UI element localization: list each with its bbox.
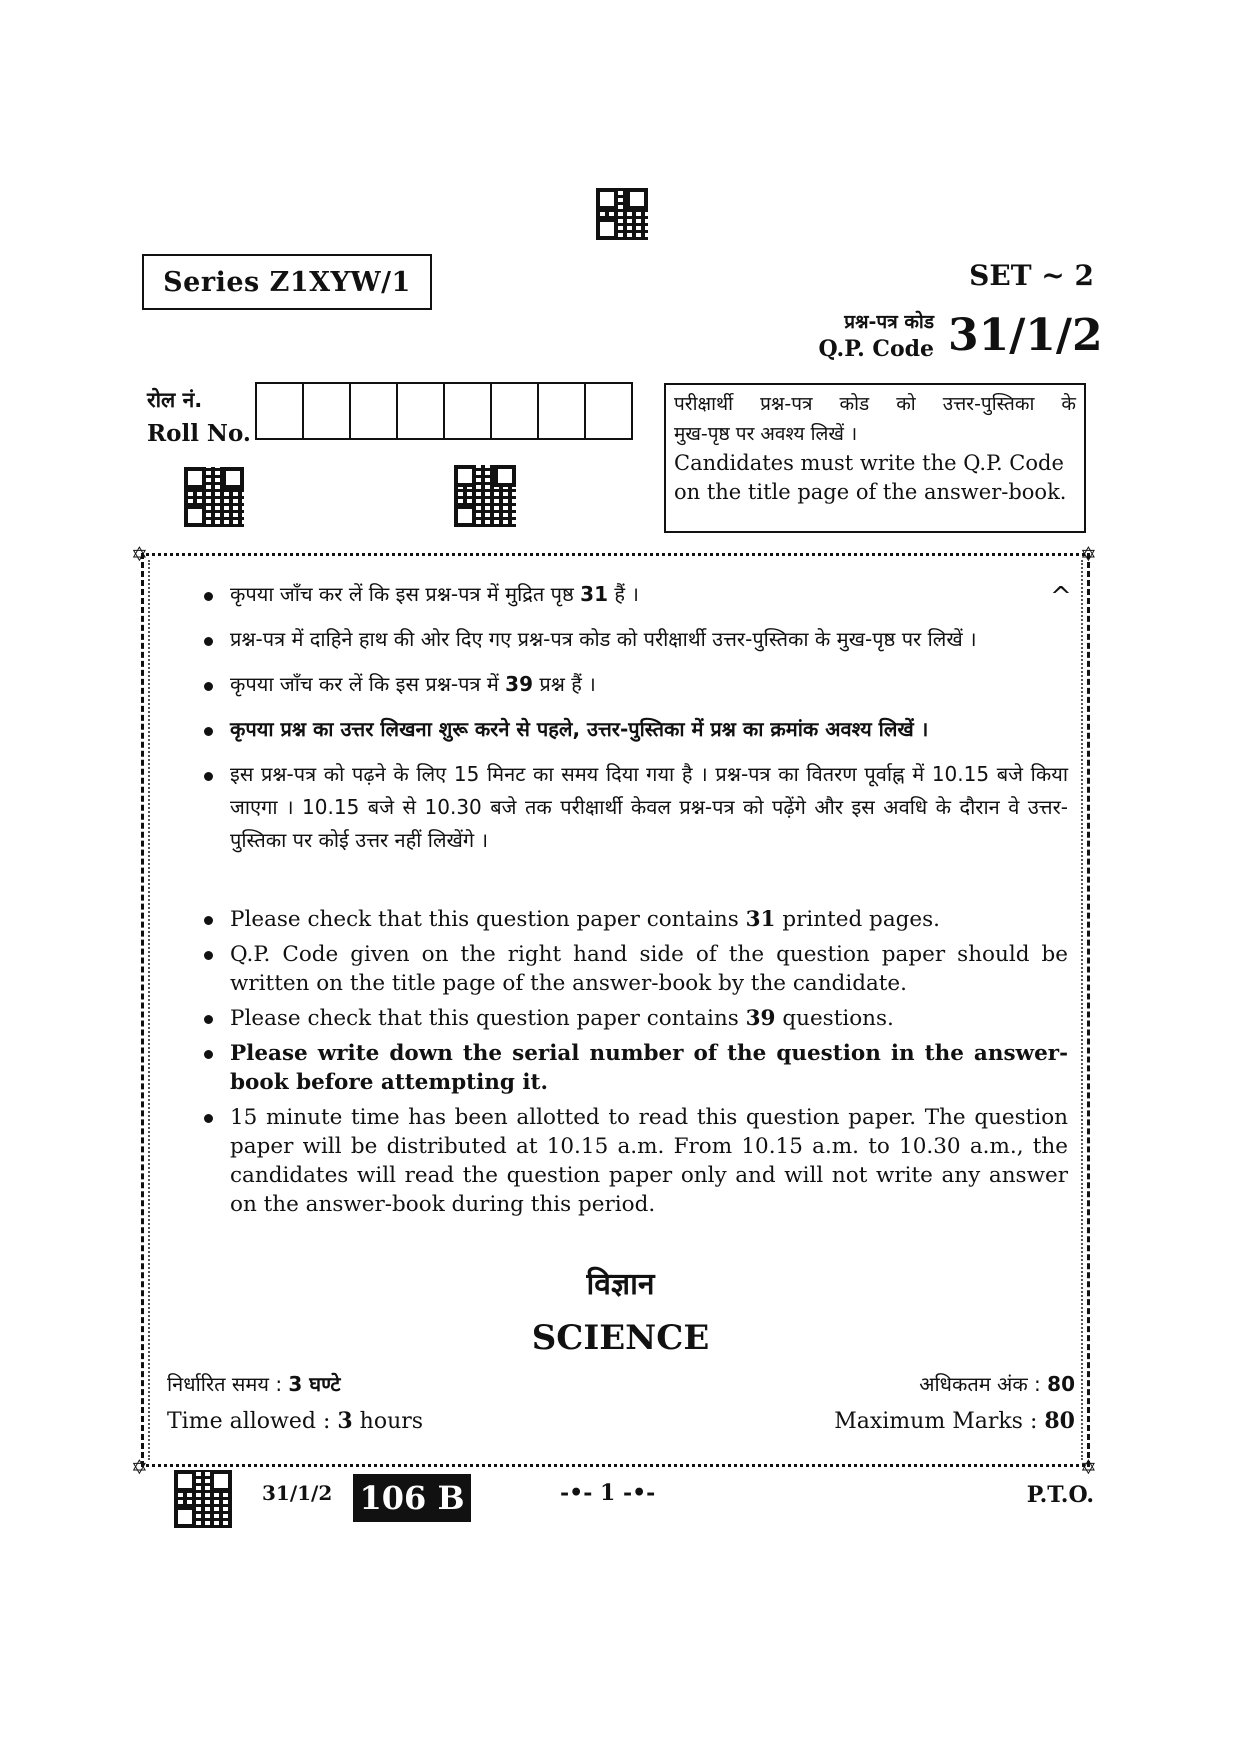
qr-code-top [596, 188, 648, 240]
footer-badge: 106 B [353, 1474, 471, 1522]
instruction-item: कृपया जाँच कर लें कि इस प्रश्न-पत्र में मुद्रित पृष्ठ 31 हैं । [162, 578, 1068, 611]
star-ornament-icon: ✡ [1080, 1455, 1097, 1479]
pto-label: P.T.O. [1026, 1482, 1094, 1508]
roll-box[interactable] [539, 384, 586, 438]
barcode-footer [174, 1470, 232, 1528]
qp-code-note [664, 383, 1086, 533]
roll-box[interactable] [304, 384, 351, 438]
time-allowed-english: Time allowed : 3 hours [167, 1408, 424, 1434]
max-marks-hindi: अधिकतम अंक : 80 [919, 1372, 1075, 1396]
caret-mark: ^ [1050, 582, 1072, 612]
instruction-item: Please check that this question paper contains 39 questions. [162, 1004, 1068, 1033]
roll-box[interactable] [492, 384, 539, 438]
instruction-item: Please write down the serial number of the question in the answer-book before attempting it. [162, 1039, 1068, 1097]
subject-title-hindi: विज्ञान [586, 1267, 655, 1302]
roll-label-en: Roll No. [147, 420, 251, 447]
roll-label-hi: रोल नं. [147, 388, 203, 412]
instruction-item: Q.P. Code given on the right hand side of the question paper should be written on the title page of the answer-book by the candidate. [162, 940, 1068, 998]
max-marks-english: Maximum Marks : 80 [834, 1408, 1075, 1434]
instruction-item: प्रश्न-पत्र में दाहिने हाथ की ओर दिए गए प्रश्न-पत्र कोड को परीक्षार्थी उत्तर-पुस्तिका के मुख-पृष्ठ पर लिखें । [162, 623, 1068, 656]
instruction-item: इस प्रश्न-पत्र को पढ़ने के लिए 15 मिनट का समय दिया गया है । प्रश्न-पत्र का वितरण पूर्वाह्न में 10.15 बजे किया जाएगा । 10.15 बजे से 10.30 बजे तक परीक्षार्थी केवल प्रश्न-पत्र को पढ़ेंगे और इस अवधि के दौरान वे उत्तर-पुस्तिका पर कोई उत्तर नहीं लिखेंगे । [162, 758, 1068, 857]
star-ornament-icon: ✡ [1080, 542, 1097, 566]
qp-note-en: Candidates must write the Q.P. Code on the title page of the answer-book. [674, 451, 1067, 504]
roll-number-boxes[interactable] [255, 382, 633, 440]
qp-note-hi-line2: मुख-पृष्ठ पर अवश्य लिखें । [674, 423, 858, 445]
instructions-english [162, 905, 1068, 1225]
roll-box[interactable] [445, 384, 492, 438]
qp-code-labels [792, 308, 934, 362]
star-ornament-icon: ✡ [131, 1455, 148, 1479]
time-allowed-hindi: निर्धारित समय : 3 घण्टे [167, 1372, 341, 1396]
instruction-item: 15 minute time has been allotted to read this question paper. The question paper will be distributed at 10.15 a.m. From 10.15 a.m. to 10.30 a.m., the candidates will read the question paper only and will not write any answer on the answer-book during this period. [162, 1103, 1068, 1219]
roll-label [147, 386, 251, 447]
qr-code-middle [454, 465, 516, 527]
qp-code-label-hi: प्रश्न-पत्र कोड [844, 311, 934, 333]
star-ornament-icon: ✡ [131, 542, 148, 566]
roll-box[interactable] [351, 384, 398, 438]
qp-code-label-en: Q.P. Code [818, 336, 934, 362]
roll-box[interactable] [257, 384, 304, 438]
subject-title-english: SCIENCE [531, 1318, 710, 1358]
footer-qp-code: 31/1/2 [262, 1481, 333, 1505]
roll-box[interactable] [398, 384, 445, 438]
page-number: -•- 1 -•- [560, 1480, 656, 1506]
set-label: SET ~ 2 [969, 259, 1094, 292]
instruction-item: कृपया जाँच कर लें कि इस प्रश्न-पत्र में 39 प्रश्न हैं । [162, 668, 1068, 701]
roll-box[interactable] [586, 384, 631, 438]
instruction-item: कृपया प्रश्न का उत्तर लिखना शुरू करने से पहले, उत्तर-पुस्तिका में प्रश्न का क्रमांक अवश्य लिखें । [162, 713, 1068, 746]
instructions-hindi [162, 578, 1068, 869]
qp-note-hi-line1: परीक्षार्थी प्रश्न-पत्र कोड को उत्तर-पुस्तिका के [674, 393, 1076, 415]
qr-code-left [184, 467, 244, 527]
qp-code-value: 31/1/2 [948, 310, 1103, 361]
series-label: Series Z1XYW/1 [142, 254, 432, 310]
instruction-item: Please check that this question paper contains 31 printed pages. [162, 905, 1068, 934]
